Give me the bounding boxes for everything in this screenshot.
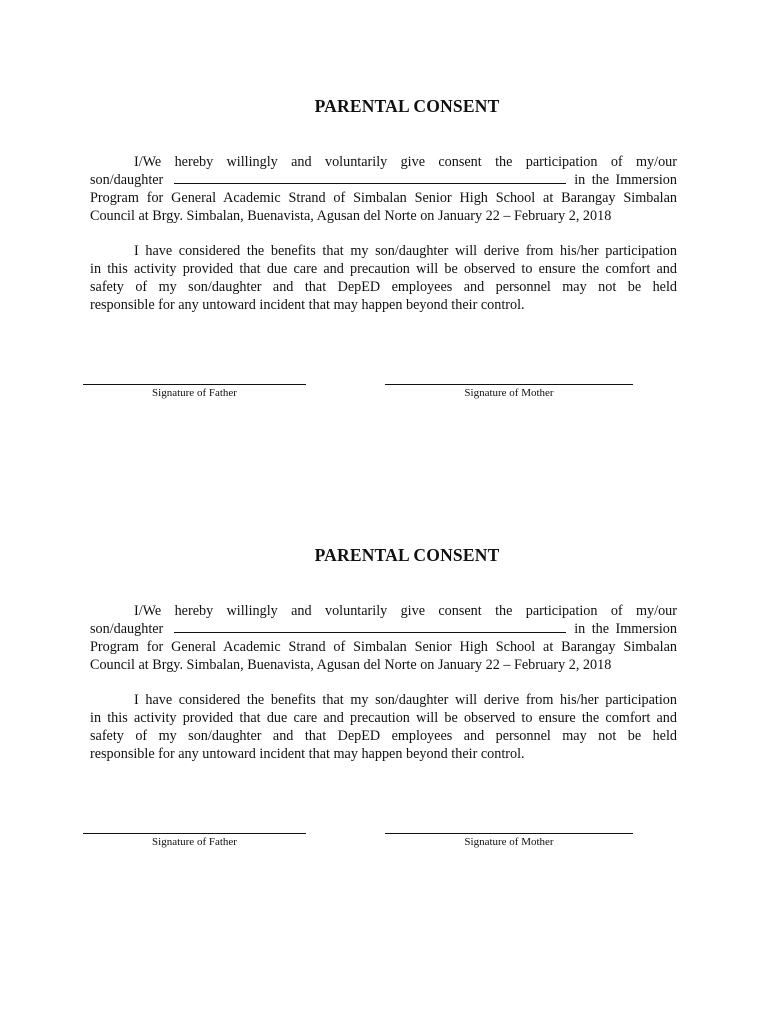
text-fragment: in the Immersion: [574, 172, 677, 188]
text-fragment: in the Immersion: [574, 621, 677, 637]
text-line: Program for General Academic Strand of Simbalan Senior High School at Barangay Simbalan: [90, 639, 677, 655]
text-fragment: son/daughter: [90, 621, 164, 637]
signature-line: [83, 384, 306, 385]
consent-paragraph: [90, 602, 677, 674]
father-signature-field[interactable]: [83, 833, 306, 848]
text-line: in this activity provided that due care and precaution will be observed to ensure the comfort and: [90, 710, 677, 726]
text-line: [90, 620, 677, 638]
benefits-paragraph: [90, 691, 677, 763]
form-title: PARENTAL CONSENT: [314, 96, 500, 116]
student-name-blank[interactable]: [174, 620, 566, 633]
signature-line: [385, 384, 633, 385]
father-signature-label: Signature of Father: [152, 836, 237, 848]
text-line: Council at Brgy. Simbalan, Buenavista, Agusan del Norte on January 22 – February 2, 2018: [90, 208, 612, 224]
text-line: Council at Brgy. Simbalan, Buenavista, Agusan del Norte on January 22 – February 2, 2018: [90, 657, 612, 673]
signature-line: [385, 833, 633, 834]
form-title: PARENTAL CONSENT: [314, 545, 500, 565]
consent-form-1: [0, 0, 768, 440]
text-line: in this activity provided that due care and precaution will be observed to ensure the comfort and: [90, 261, 677, 277]
text-line: I have considered the benefits that my son/daughter will derive from his/her participation: [134, 692, 677, 708]
mother-signature-label: Signature of Mother: [464, 836, 554, 848]
text-line: Program for General Academic Strand of Simbalan Senior High School at Barangay Simbalan: [90, 190, 677, 206]
text-line: responsible for any untoward incident that may happen beyond their control.: [90, 746, 525, 762]
father-signature-label: Signature of Father: [152, 387, 237, 399]
mother-signature-label: Signature of Mother: [464, 387, 554, 399]
text-line: safety of my son/daughter and that DepED employees and personnel may not be held: [90, 279, 677, 295]
text-line: I have considered the benefits that my son/daughter will derive from his/her participation: [134, 243, 677, 259]
text-line: I/We hereby willingly and voluntarily give consent the participation of my/our: [134, 154, 677, 170]
consent-paragraph: [90, 153, 677, 225]
text-line: [90, 171, 677, 189]
mother-signature-field[interactable]: [385, 384, 633, 399]
text-line: safety of my son/daughter and that DepED employees and personnel may not be held: [90, 728, 677, 744]
text-fragment: son/daughter: [90, 172, 164, 188]
text-line: I/We hereby willingly and voluntarily give consent the participation of my/our: [134, 603, 677, 619]
student-name-blank[interactable]: [174, 171, 566, 184]
signature-line: [83, 833, 306, 834]
consent-form-2: [0, 449, 768, 889]
mother-signature-field[interactable]: [385, 833, 633, 848]
text-line: responsible for any untoward incident that may happen beyond their control.: [90, 297, 525, 313]
father-signature-field[interactable]: [83, 384, 306, 399]
benefits-paragraph: [90, 242, 677, 314]
